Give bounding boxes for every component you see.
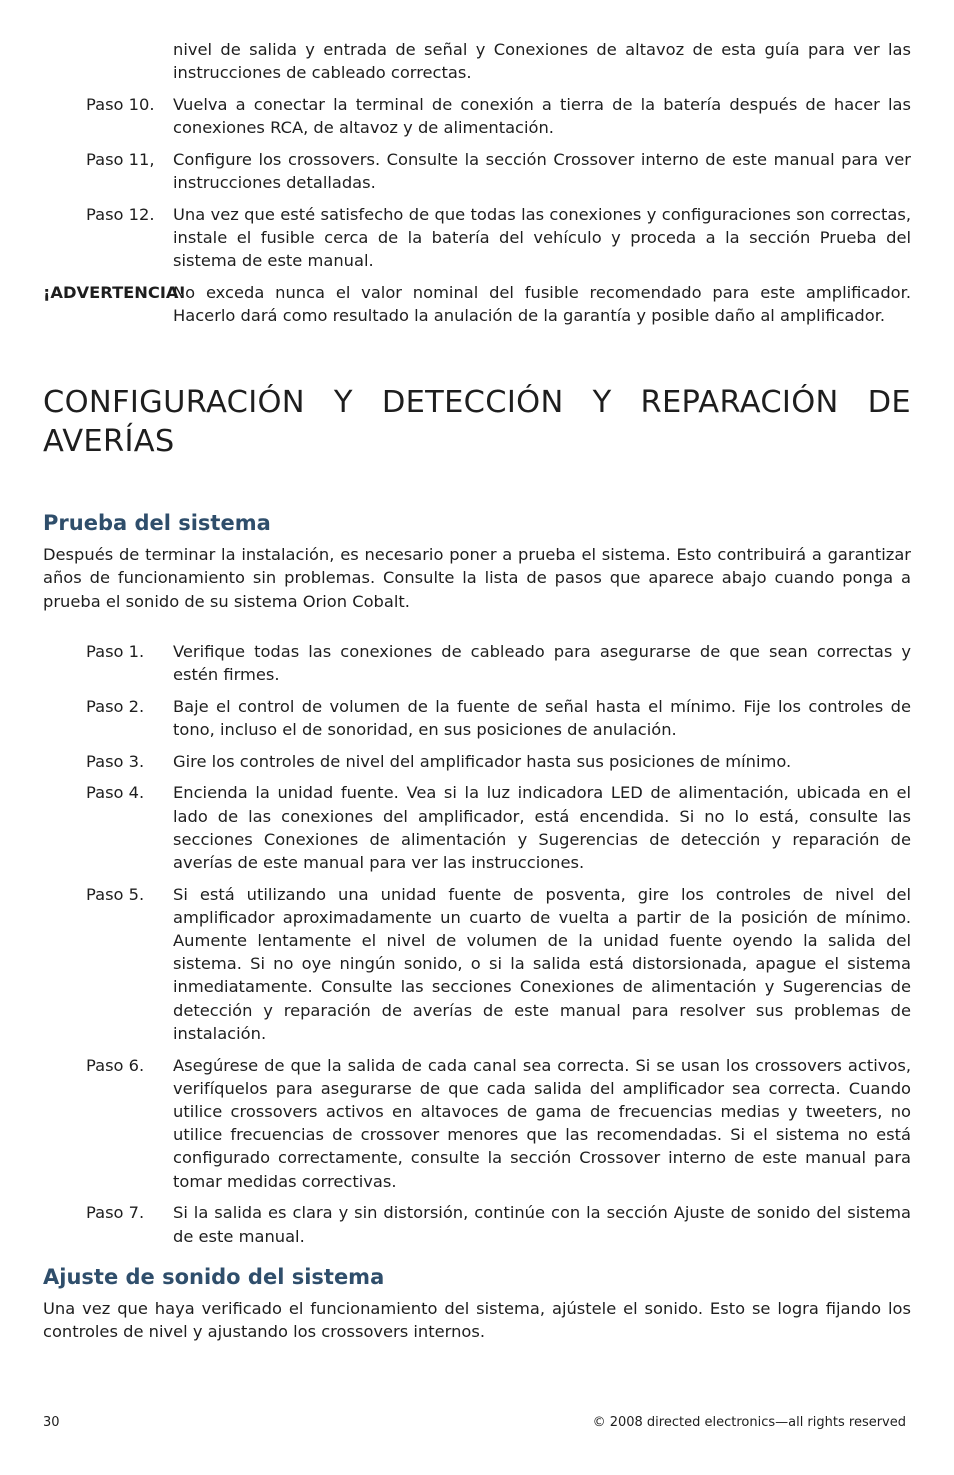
warning-text: No exceda nunca el valor nominal del fusible recomendado para este amplificador. Hacerlo dará como resultado la anulación de la garantía y posible daño al amplificador. <box>173 282 911 326</box>
heading-prueba: Prueba del sistema <box>43 511 271 536</box>
test-step <box>43 750 911 773</box>
step-label: Paso 7. <box>86 1203 145 1223</box>
step-text: Asegúrese de que la salida de cada canal sea correcta. Si se usan los crossovers activos, verifíquelos para asegurarse de que cada salida del amplificador sea correcta. Cuando utilice crossovers activos en altavoces de gama de frecuencias medias y tweeters, no utilice frecuencias de crossover menores que las recomendadas. Si el sistema no está configurado correctamente, consulte la sección Crossover interno de este manual para tomar medidas correctivas. <box>173 1055 911 1191</box>
step-label: Paso 12. <box>86 204 155 224</box>
manual-page <box>43 38 911 1343</box>
copyright-notice: © 2008 directed electronics—all rights reserved <box>592 1415 906 1430</box>
install-step <box>43 93 911 139</box>
step-text: Una vez que esté satisfecho de que todas las conexiones y configuraciones son correctas, instale el fusible cerca de la batería del vehículo y proceda a la sección Prueba del sistema de este manual. <box>173 204 911 271</box>
step-label: Paso 4. <box>86 783 145 803</box>
step-label: Paso 11, <box>86 149 155 169</box>
warning-block <box>43 281 911 327</box>
step-text: Encienda la unidad fuente. Vea si la luz indicadora LED de alimentación, ubicada en el lado de las conexiones del amplificador, está encendida. Si no lo está, consulte las secciones Conexiones de alimentación y Sugerencias de detección y reparación de averías de este manual para ver las instrucciones. <box>173 783 911 872</box>
test-step <box>43 781 911 874</box>
test-step <box>43 695 911 741</box>
step-text: Si la salida es clara y sin distorsión, continúe con la sección Ajuste de sonido del sistema de este manual. <box>173 1203 911 1246</box>
test-step <box>43 1054 911 1193</box>
section-title: CONFIGURACIÓN Y DETECCIÓN Y REPARACIÓN DE AVERÍAS <box>43 385 911 460</box>
step-label: Paso 6. <box>86 1055 145 1075</box>
warning-label: ¡ADVERTENCIA! <box>43 282 186 302</box>
step-text: Baje el control de volumen de la fuente de señal hasta el mínimo. Fije los controles de tono, incluso el de sonoridad, en sus posiciones de anulación. <box>173 696 911 739</box>
test-step <box>43 640 911 686</box>
page-number: 30 <box>43 1415 60 1430</box>
continuation-text: nivel de salida y entrada de señal y Conexiones de altavoz de esta guía para ver las instrucciones de cableado correctas. <box>173 40 911 83</box>
step-label: Paso 3. <box>86 751 145 771</box>
prueba-intro: Después de terminar la instalación, es necesario poner a prueba el sistema. Esto contribuirá a garantizar años de funcionamiento sin problemas. Consulte la lista de pasos que aparece abajo cuando ponga a prueba el sonido de su sistema Orion Cobalt. <box>43 545 911 611</box>
install-step <box>43 148 911 194</box>
test-step <box>43 1201 911 1247</box>
ajuste-text: Una vez que haya verificado el funcionamiento del sistema, ajústele el sonido. Esto se logra fijando los controles de nivel y ajustando los crossovers internos. <box>43 1298 911 1341</box>
step-text: Vuelva a conectar la terminal de conexión a tierra de la batería después de hacer las conexiones RCA, de altavoz y de alimentación. <box>173 94 911 138</box>
step-text: Gire los controles de nivel del amplificador hasta sus posiciones de mínimo. <box>173 751 792 771</box>
install-step <box>43 203 911 273</box>
step-label: Paso 1. <box>86 641 145 661</box>
step-text: Configure los crossovers. Consulte la sección Crossover interno de este manual para ver instrucciones detalladas. <box>173 149 911 193</box>
step-label: Paso 5. <box>86 884 145 904</box>
test-step <box>43 883 911 1045</box>
heading-ajuste: Ajuste de sonido del sistema <box>43 1264 385 1289</box>
step-text: Si está utilizando una unidad fuente de posventa, gire los controles de nivel del amplificador aproximadamente un cuarto de vuelta a partir de la posición de mínimo. Aumente lentamente el nivel de volumen de la unidad fuente oyendo la salida del sistema. Si no oye ningún sonido, o si la salida está distorsionada, apague el sistema inmediatamente. Consulte las secciones Conexiones de alimentación y Sugerencias de detección y reparación de averías de este manual para resolver sus problemas de instalación. <box>173 884 911 1043</box>
step-text: Verifique todas las conexiones de cableado para asegurarse de que sean correctas y estén firmes. <box>173 641 911 685</box>
step-label: Paso 2. <box>86 696 145 716</box>
step-label: Paso 10. <box>86 94 155 114</box>
